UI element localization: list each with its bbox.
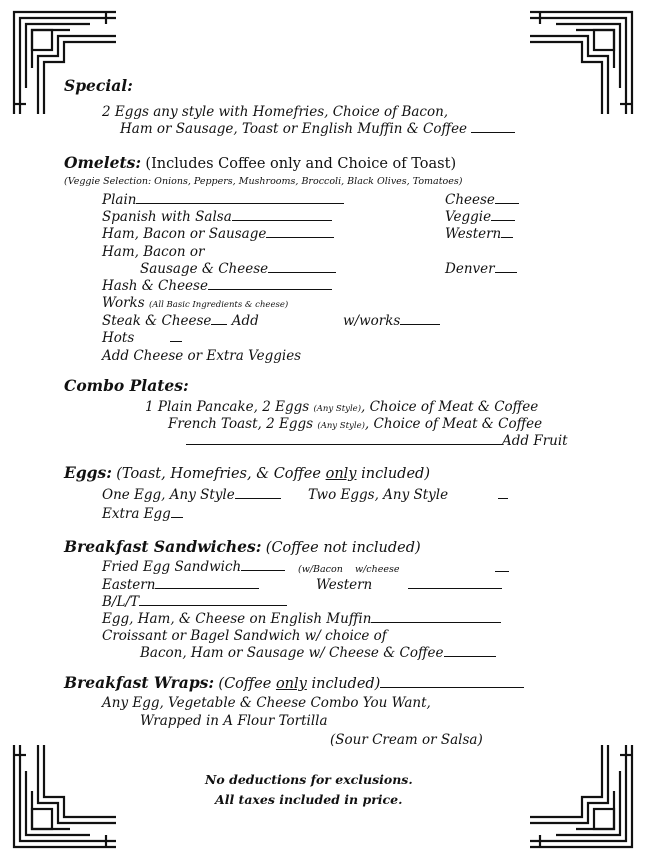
sandwich-egg-ham-cheese: Egg, Ham, & Cheese on English Muffin [102,611,501,627]
wraps-line-1: Any Egg, Vegetable & Cheese Combo You Want, [102,695,431,711]
eggs-two: Two Eggs, Any Style [308,487,508,503]
sandwich-western: Western [316,577,502,593]
combo-heading: Combo Plates: [64,376,189,395]
sandwich-blt: B/L/T [102,594,287,610]
special-line-1: 2 Eggs any style with Homefries, Choice of Bacon, [102,104,449,120]
omelet-hash: Hash & Cheese [102,278,332,294]
sandwich-fried-egg: Fried Egg Sandwich [102,559,285,575]
veggie-selection-note: (Veggie Selection: Onions, Peppers, Mushrooms, Broccoli, Black Olives, Tomatoes) [64,176,463,187]
omelet-ham-bacon-sausage: Ham, Bacon or Sausage [102,226,334,242]
omelet-add-cheese: Add Cheese or Extra Veggies [102,348,302,364]
omelet-hbs-cheese-1: Ham, Bacon or [102,244,205,260]
footer-line-2: All taxes included in price. [215,792,403,807]
footer-line-1: No deductions for exclusions. [205,772,413,787]
sandwiches-heading: Breakfast Sandwiches: (Coffee not included) [64,537,421,556]
omelets-heading: Omelets: (Includes Coffee only and Choice of Toast) [64,153,457,172]
sandwich-options: (w/Bacon w/cheese [298,561,509,578]
combo-pancake: 1 Plain Pancake, 2 Eggs (Any Style), Choice of Meat & Coffee [145,399,539,415]
eggs-heading: Eggs: (Toast, Homefries, & Coffee only included) [64,463,430,482]
omelet-steak-cheese: Steak & Cheese Add [102,313,259,329]
sandwich-croissant: Croissant or Bagel Sandwich w/ choice of [102,628,387,644]
sandwich-eastern: Eastern [102,577,259,593]
wraps-heading: Breakfast Wraps: (Coffee only included) [64,675,524,692]
omelet-veggie: Veggie [445,209,515,225]
special-line-2: Ham or Sausage, Toast or English Muffin & Coffee [120,121,515,137]
corner-ornament [10,8,120,118]
eggs-extra: Extra Egg [102,506,183,522]
corner-ornament [526,741,636,851]
omelet-hots: Hots [102,330,182,346]
corner-ornament [526,8,636,118]
omelet-western: Western [445,226,513,242]
wraps-line-3: (Sour Cream or Salsa) [330,732,483,748]
omelet-hbs-cheese-2: Sausage & Cheese [140,261,336,277]
omelet-cheese: Cheese [445,192,519,208]
wraps-line-2: Wrapped in A Flour Tortilla [140,713,328,729]
combo-add-fruit: Add Fruit [186,433,568,449]
sandwich-croissant-2: Bacon, Ham or Sausage w/ Cheese & Coffee [140,645,496,661]
omelet-spanish: Spanish with Salsa [102,209,332,225]
omelet-plain: Plain [102,192,344,208]
omelet-with-works: w/works [343,313,440,329]
omelet-denver: Denver [445,261,517,277]
corner-ornament [10,741,120,851]
special-heading: Special: [64,76,133,95]
eggs-one: One Egg, Any Style [102,487,281,503]
combo-french-toast: French Toast, 2 Eggs (Any Style), Choice of Meat & Coffee [168,416,543,432]
omelet-works: Works (All Basic Ingredients & cheese) [102,295,289,311]
